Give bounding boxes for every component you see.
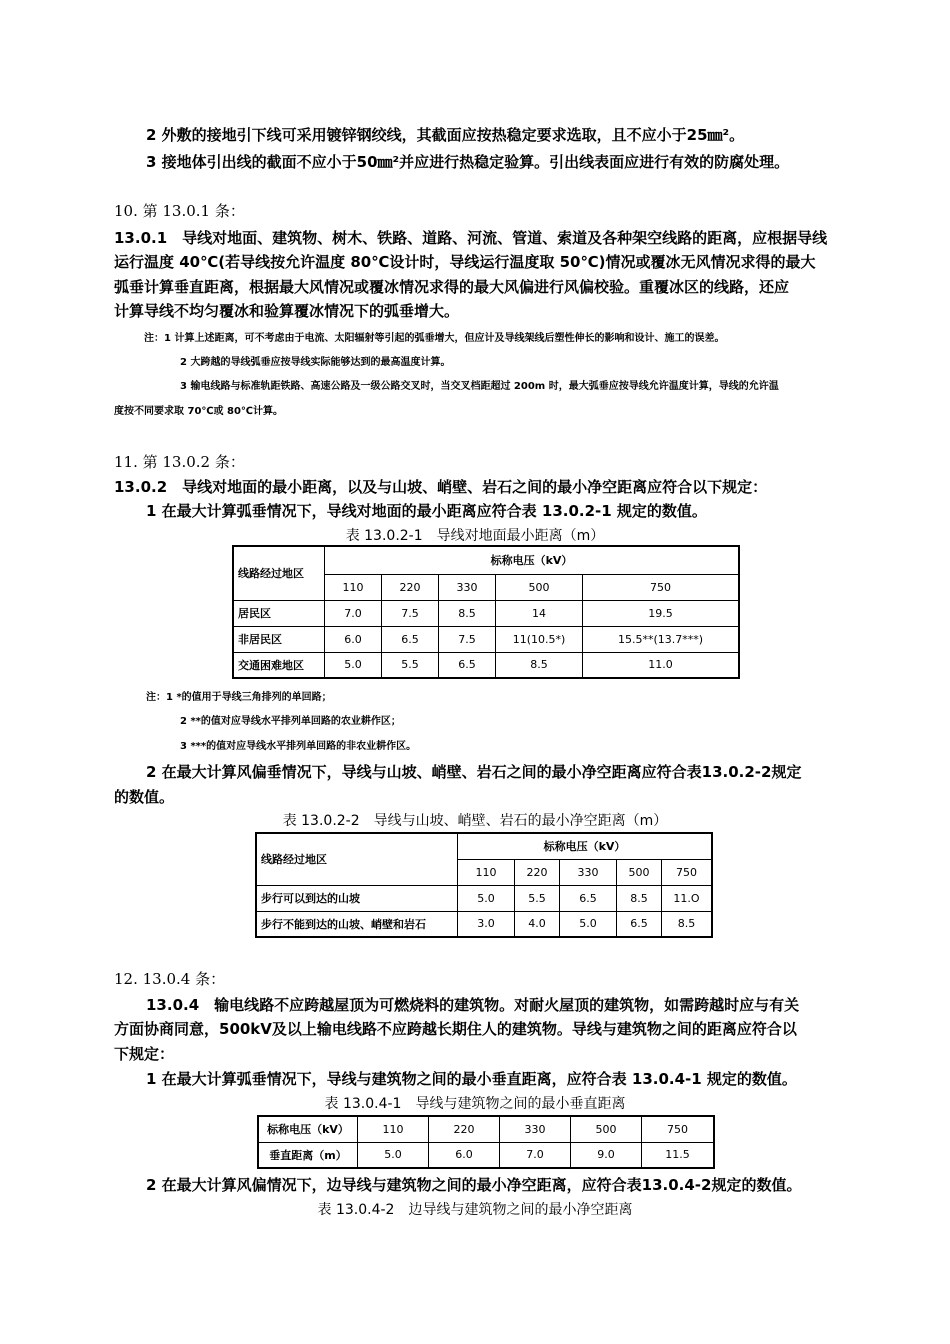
cell: 11.O [662, 885, 713, 911]
row-label: 交通困难地区 [233, 652, 325, 678]
col-110: 110 [325, 574, 382, 600]
cell: 15.5**(13.7***) [583, 626, 740, 652]
cell: 8.5 [439, 600, 496, 626]
col-220: 220 [382, 574, 439, 600]
note-1: 注：1 计算上述距离，可不考虑由于电流、太阳辐射等引起的弧垂增大，但应计及导线架线后塑性伸长的影响和设计、施工的误差。 [144, 333, 725, 344]
cell: 8.5 [617, 885, 662, 911]
cell: 220 [429, 1116, 500, 1142]
note-2: 2 大跨越的导线弧垂应按导线实际能够达到的最高温度计算。 [180, 357, 451, 368]
table-row [233, 626, 739, 652]
row-label: 步行不能到达的山坡、峭壁和岩石 [256, 911, 458, 937]
table-13-0-2-2-caption: 表 13.0.2-2 导线与山坡、峭壁、岩石的最小净空距离（m） [282, 813, 668, 829]
cell: 7.0 [500, 1142, 571, 1168]
cell: 330 [500, 1116, 571, 1142]
para-2-grounding-conductor: 2 外敷的接地引下线可采用镀锌钢绞线，其截面应按热稳定要求选取，且不应小于25㎜²。 [146, 126, 745, 144]
clause-13-0-4-item2: 2 在最大计算风偏情况下，边导线与建筑物之间的最小净空距离，应符合表13.0.4-2规定的数值。 [146, 1176, 802, 1194]
cell: 5.0 [325, 652, 382, 678]
clause-13-0-1-line4: 计算导线不均匀覆冰和验算覆冰情况下的弧垂增大。 [114, 302, 460, 320]
cell: 11.5 [642, 1142, 715, 1168]
col-330: 330 [560, 859, 617, 885]
para-3-earth-lead: 3 接地体引出线的截面不应小于50㎜²并应进行热稳定验算。引出线表面应进行有效的防腐处理。 [146, 153, 790, 171]
clause-13-0-2-item2-cont: 的数值。 [114, 788, 175, 806]
cell: 6.0 [325, 626, 382, 652]
cell: 750 [642, 1116, 715, 1142]
row-label: 非居民区 [233, 626, 325, 652]
table-row [258, 1116, 714, 1142]
cell: 11.0 [583, 652, 740, 678]
table-13-0-2-2 [255, 832, 713, 938]
clause-13-0-2-line1: 13.0.2 导线对地面的最小距离，以及与山坡、峭壁、岩石之间的最小净空距离应符合以下规定： [114, 478, 768, 496]
section-12-heading: 12. 13.0.4 条： [114, 970, 226, 988]
table-13-0-2-1 [232, 545, 740, 679]
table-row-header: 线路经过地区 [256, 833, 458, 885]
section-11-heading: 11. 第 13.0.2 条： [114, 453, 245, 471]
cell: 6.5 [560, 885, 617, 911]
cell: 19.5 [583, 600, 740, 626]
cell: 9.0 [571, 1142, 642, 1168]
table-13-0-4-1 [257, 1115, 715, 1169]
col-500: 500 [496, 574, 583, 600]
clause-13-0-4-item1: 1 在最大计算弧垂情况下，导线与建筑物之间的最小垂直距离，应符合表 13.0.4-1 规定的数值。 [146, 1070, 797, 1088]
table-note-3: 3 ***的值对应导线水平排列单回路的非农业耕作区。 [180, 741, 417, 752]
note-3-cont: 度按不同要求取 70℃或 80℃计算。 [114, 406, 284, 417]
cell: 7.5 [382, 600, 439, 626]
note-3: 3 输电线路与标准轨距铁路、高速公路及一级公路交叉时，当交叉档距超过 200m 时，最大弧垂应按导线允许温度计算，导线的允许温 [180, 381, 779, 392]
col-220: 220 [515, 859, 560, 885]
section-10-heading: 10. 第 13.0.1 条： [114, 202, 245, 220]
cell: 5.5 [382, 652, 439, 678]
table-row-header: 线路经过地区 [233, 546, 325, 600]
table-13-0-4-2-caption: 表 13.0.4-2 边导线与建筑物之间的最小净空距离 [317, 1202, 633, 1218]
clause-13-0-2-item2: 2 在最大计算风偏垂情况下，导线与山坡、峭壁、岩石之间的最小净空距离应符合表13.0.2-2规定 [146, 763, 802, 781]
cell: 6.5 [439, 652, 496, 678]
cell: 5.0 [560, 911, 617, 937]
col-750: 750 [583, 574, 740, 600]
cell: 7.5 [439, 626, 496, 652]
table-13-0-4-1-caption: 表 13.0.4-1 导线与建筑物之间的最小垂直距离 [324, 1096, 626, 1112]
clause-13-0-4-line3: 下规定： [114, 1045, 175, 1063]
cell: 6.0 [429, 1142, 500, 1168]
clause-13-0-1-line2: 运行温度 40℃(若导线按允许温度 80℃设计时，导线运行温度取 50℃)情况或覆冰无风情况求得的最大 [114, 253, 816, 271]
row-label: 步行可以到达的山坡 [256, 885, 458, 911]
clause-13-0-4-line1: 13.0.4 输电线路不应跨越屋顶为可燃烧料的建筑物。对耐火屋顶的建筑物，如需跨越时应与有关 [146, 996, 800, 1014]
cell: 6.5 [382, 626, 439, 652]
table-row [256, 911, 712, 937]
table-row [233, 600, 739, 626]
row-label: 居民区 [233, 600, 325, 626]
table-row [256, 885, 712, 911]
table-13-0-2-1-caption: 表 13.0.2-1 导线对地面最小距离（m） [345, 528, 605, 544]
col-330: 330 [439, 574, 496, 600]
clause-13-0-1-line3: 弧垂计算垂直距离，根据最大风情况或覆冰情况求得的最大风偏进行风偏校验。重覆冰区的线路，还应 [114, 278, 790, 296]
clause-13-0-4-line2: 方面协商同意，500kV及以上输电线路不应跨越长期住人的建筑物。导线与建筑物之间的距离应符合以 [114, 1020, 797, 1038]
cell: 5.0 [358, 1142, 429, 1168]
row-label: 垂直距离（m） [258, 1142, 358, 1168]
table-note-1: 注：1 *的值用于导线三角排列的单回路； [146, 692, 332, 703]
cell: 14 [496, 600, 583, 626]
cell: 8.5 [496, 652, 583, 678]
table-row [233, 652, 739, 678]
cell: 110 [358, 1116, 429, 1142]
cell: 7.0 [325, 600, 382, 626]
col-750: 750 [662, 859, 713, 885]
table-note-2: 2 **的值对应导线水平排列单回路的农业耕作区； [180, 716, 401, 727]
cell: 6.5 [617, 911, 662, 937]
cell: 11(10.5*) [496, 626, 583, 652]
table-group-header: 标称电压（kV） [458, 833, 713, 859]
cell: 5.0 [458, 885, 515, 911]
col-110: 110 [458, 859, 515, 885]
col-500: 500 [617, 859, 662, 885]
cell: 500 [571, 1116, 642, 1142]
cell: 8.5 [662, 911, 713, 937]
cell: 4.0 [515, 911, 560, 937]
clause-13-0-1-line1: 13.0.1 导线对地面、建筑物、树木、铁路、道路、河流、管道、索道及各种架空线路的距离，应根据导线 [114, 229, 828, 247]
table-row [258, 1142, 714, 1168]
clause-13-0-2-item1: 1 在最大计算弧垂情况下，导线对地面的最小距离应符合表 13.0.2-1 规定的数值。 [146, 502, 707, 520]
table-group-header: 标称电压（kV） [325, 546, 740, 574]
row-label: 标称电压（kV） [258, 1116, 358, 1142]
cell: 3.0 [458, 911, 515, 937]
cell: 5.5 [515, 885, 560, 911]
